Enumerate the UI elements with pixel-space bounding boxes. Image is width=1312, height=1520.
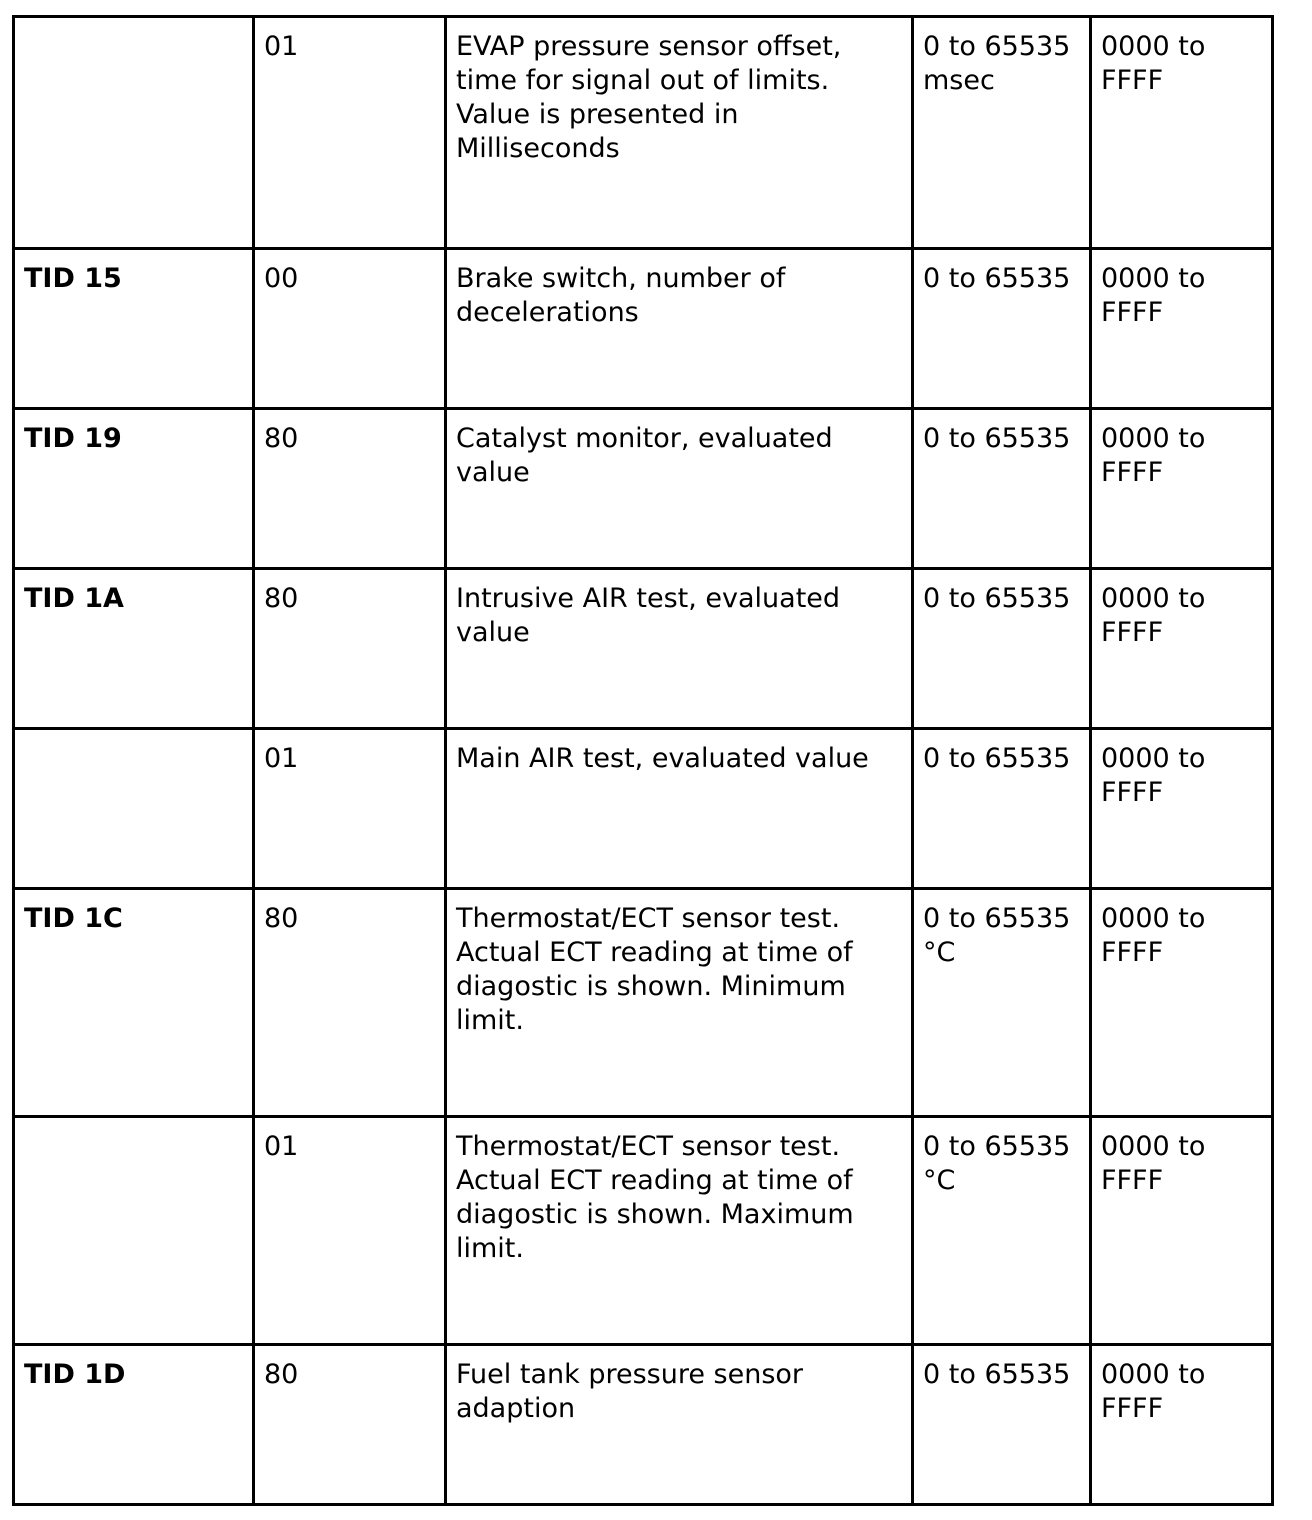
description-cell: Brake switch, number of decelerations [446,249,913,409]
code-cell: 01 [254,1117,446,1345]
tid-table [12,15,1274,1506]
tid-cell: TID 1A [14,569,254,729]
table-row [14,249,1273,409]
hex-range-cell: 0000 to FFFF [1091,1345,1273,1505]
table-row [14,1345,1273,1505]
table-row [14,569,1273,729]
code-cell: 00 [254,249,446,409]
hex-range-cell: 0000 to FFFF [1091,249,1273,409]
description-cell: Intrusive AIR test, evaluated value [446,569,913,729]
tid-cell [14,1117,254,1345]
tid-cell: TID 1D [14,1345,254,1505]
range-cell: 0 to 65535 msec [913,17,1091,249]
table-row [14,729,1273,889]
table-row [14,409,1273,569]
code-cell: 80 [254,1345,446,1505]
table-row [14,1117,1273,1345]
range-cell: 0 to 65535 [913,409,1091,569]
code-cell: 80 [254,569,446,729]
table-row [14,889,1273,1117]
hex-range-cell: 0000 to FFFF [1091,889,1273,1117]
hex-range-cell: 0000 to FFFF [1091,729,1273,889]
description-cell: Fuel tank pressure sensor adaption [446,1345,913,1505]
range-cell: 0 to 65535 [913,729,1091,889]
tid-cell [14,17,254,249]
range-cell: 0 to 65535 °C [913,1117,1091,1345]
range-cell: 0 to 65535 [913,569,1091,729]
description-cell: Main AIR test, evaluated value [446,729,913,889]
hex-range-cell: 0000 to FFFF [1091,569,1273,729]
code-cell: 80 [254,889,446,1117]
code-cell: 80 [254,409,446,569]
code-cell: 01 [254,17,446,249]
tid-cell: TID 15 [14,249,254,409]
hex-range-cell: 0000 to FFFF [1091,409,1273,569]
description-cell: Catalyst monitor, evaluated value [446,409,913,569]
range-cell: 0 to 65535 [913,249,1091,409]
tid-cell: TID 19 [14,409,254,569]
table-row [14,17,1273,249]
code-cell: 01 [254,729,446,889]
tid-cell [14,729,254,889]
hex-range-cell: 0000 to FFFF [1091,1117,1273,1345]
range-cell: 0 to 65535 °C [913,889,1091,1117]
description-cell: EVAP pressure sensor offset, time for signal out of limits. Value is presented in Milliseconds [446,17,913,249]
description-cell: Thermostat/ECT sensor test. Actual ECT reading at time of diagostic is shown. Minimum limit. [446,889,913,1117]
range-cell: 0 to 65535 [913,1345,1091,1505]
hex-range-cell: 0000 to FFFF [1091,17,1273,249]
tid-cell: TID 1C [14,889,254,1117]
description-cell: Thermostat/ECT sensor test. Actual ECT reading at time of diagostic is shown. Maximum limit. [446,1117,913,1345]
